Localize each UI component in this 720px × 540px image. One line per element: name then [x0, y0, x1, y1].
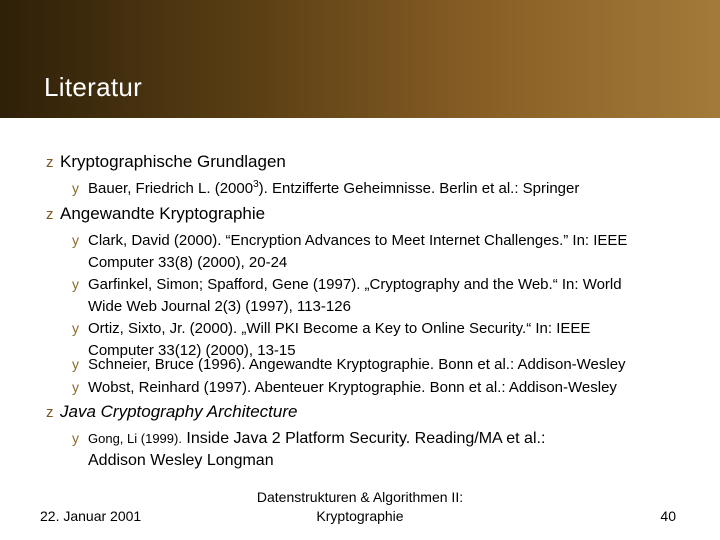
- footer-date: 22. Januar 2001: [40, 508, 142, 524]
- y-bullet-icon: y: [72, 320, 79, 336]
- page-number: 40: [660, 508, 676, 524]
- reference-text: Bauer, Friedrich L. (2000: [88, 180, 254, 197]
- reference-text: Computer 33(12) (2000), 13-15: [88, 342, 296, 359]
- reference-item: [72, 229, 682, 274]
- reference-text: Schneier, Bruce (1996). Angewandte Kryptographie. Bonn et al.: Addison-Wesley: [88, 356, 626, 373]
- section-heading-3: [46, 401, 297, 424]
- reference-text: Clark, David (2000). “Encryption Advances to Meet Internet Challenges.” In: IEEE: [88, 232, 628, 249]
- reference-text: Computer 33(8) (2000), 20-24: [88, 254, 288, 271]
- reference-text: Wobst, Reinhard (1997). Abenteuer Kryptographie. Bonn et al.: Addison-Wesley: [88, 379, 617, 396]
- section-heading-1: [46, 151, 286, 174]
- z-bullet-icon: ᴢ: [46, 206, 54, 223]
- reference-text: Addison Wesley Longman: [88, 452, 274, 469]
- z-bullet-icon: ᴢ: [46, 154, 54, 171]
- section-heading-text: Java Cryptography Architecture: [60, 402, 298, 421]
- reference-text: Garfinkel, Simon; Spafford, Gene (1997). „Cryptography and the Web.“ In: World: [88, 276, 622, 293]
- y-bullet-icon: y: [72, 276, 79, 292]
- y-bullet-icon: y: [72, 180, 79, 196]
- reference-item: [72, 353, 682, 376]
- section-heading-2: [46, 203, 265, 226]
- edition-superscript: 3: [253, 179, 259, 190]
- y-bullet-icon: y: [72, 379, 79, 395]
- reference-text: Inside Java 2 Platform Security. Reading/MA et al.:: [181, 430, 546, 447]
- reference-text: Gong, Li (1999).: [88, 431, 182, 446]
- reference-text: ). Entzifferte Geheimnisse. Berlin et al.: Springer: [258, 180, 580, 197]
- slide-title: Literatur: [44, 72, 143, 102]
- section-heading-text: Kryptographische Grundlagen: [60, 152, 286, 171]
- y-bullet-icon: y: [72, 430, 79, 446]
- z-bullet-icon: ᴢ: [46, 404, 54, 421]
- reference-item: [72, 177, 682, 200]
- reference-text: Ortiz, Sixto, Jr. (2000). „Will PKI Become a Key to Online Security.“ In: IEEE: [88, 320, 591, 337]
- reference-item: [72, 376, 682, 399]
- reference-item: [72, 427, 682, 472]
- reference-item: [72, 273, 682, 318]
- section-heading-text: Angewandte Kryptographie: [60, 204, 266, 223]
- y-bullet-icon: y: [72, 232, 79, 248]
- y-bullet-icon: y: [72, 356, 79, 372]
- footer-course-line: Datenstrukturen & Algorithmen II:: [256, 489, 464, 505]
- footer-course-line: Kryptographie: [316, 508, 404, 524]
- footer-course: [230, 488, 490, 526]
- reference-text: Wide Web Journal 2(3) (1997), 113-126: [88, 298, 351, 315]
